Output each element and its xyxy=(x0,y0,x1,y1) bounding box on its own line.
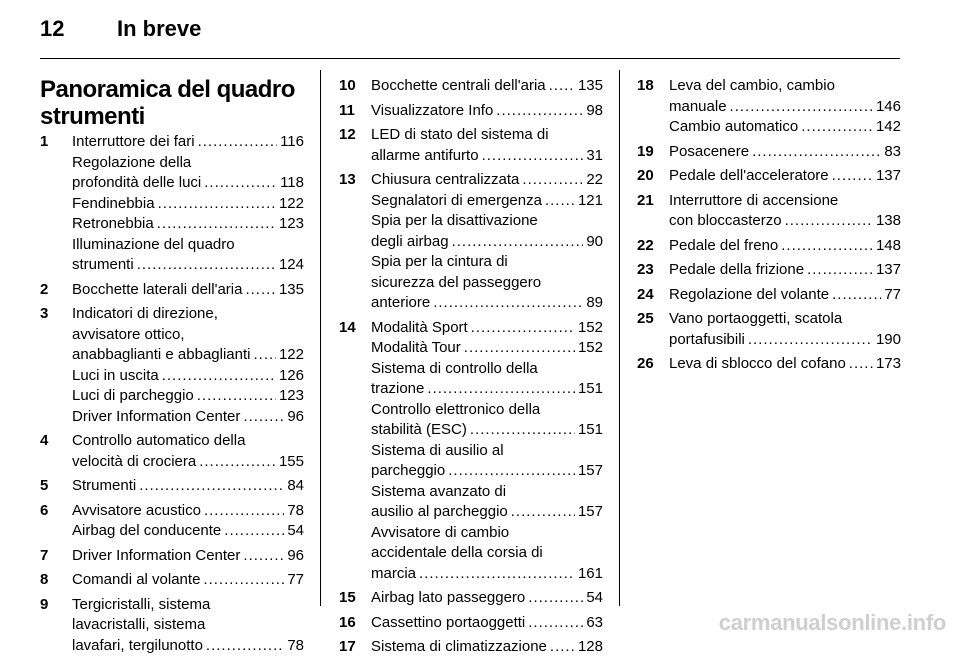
page-reference: 173 xyxy=(875,355,901,372)
leader-dots xyxy=(496,101,583,122)
panel-title-line: Panoramica del quadro xyxy=(40,76,295,103)
entry-number: 3 xyxy=(40,305,49,322)
entry-text: lavafari, tergilunotto xyxy=(72,636,203,654)
leader-dots xyxy=(464,338,575,359)
index-entry xyxy=(339,101,603,122)
entry-number: 11 xyxy=(339,101,355,119)
page-reference: 128 xyxy=(577,638,603,655)
entry-text: Regolazione della xyxy=(72,153,192,171)
leader-dots xyxy=(224,521,284,542)
entry-text: Modalità Sport xyxy=(371,318,468,336)
entry-text: Regolazione del volante xyxy=(669,285,830,303)
leader-dots xyxy=(137,255,276,276)
entry-line xyxy=(371,170,603,191)
entry-text: Sistema di controllo della xyxy=(371,359,538,377)
entry-text: Indicatori di direzione, xyxy=(72,305,218,322)
entry-line xyxy=(371,637,603,658)
index-entry xyxy=(637,309,901,350)
entry-text: Illuminazione del quadro xyxy=(72,235,235,253)
page-number: 12 xyxy=(40,16,65,41)
entry-line xyxy=(72,194,304,215)
leader-dots xyxy=(419,564,575,585)
column-1 xyxy=(40,76,304,660)
index-entry xyxy=(40,476,304,497)
entry-line xyxy=(371,441,603,462)
entry-text: Driver Information Center xyxy=(72,546,241,564)
entry-line xyxy=(669,309,901,330)
entry-text: Spia per la disattivazione xyxy=(371,212,538,229)
header-rule xyxy=(40,58,900,59)
index-entry xyxy=(40,280,304,301)
entry-line xyxy=(669,236,901,257)
entry-text: Chiusura centralizzata xyxy=(371,171,520,188)
page-reference: 152 xyxy=(577,339,603,356)
leader-dots xyxy=(528,588,583,609)
entry-text: Comandi al volante xyxy=(72,571,201,588)
leader-dots xyxy=(549,76,575,97)
entry-text: Bocchette laterali dell'aria xyxy=(72,280,243,298)
leader-dots xyxy=(243,546,284,567)
leader-dots xyxy=(197,386,276,407)
page-reference: 151 xyxy=(577,421,603,438)
entry-number: 9 xyxy=(40,595,49,613)
index-entry xyxy=(339,588,603,609)
entry-line xyxy=(72,386,304,407)
leader-dots xyxy=(243,407,284,428)
leader-dots xyxy=(550,637,575,658)
index-entry xyxy=(339,76,603,97)
leader-dots xyxy=(253,345,275,366)
page-reference: 135 xyxy=(577,77,603,94)
entry-line xyxy=(371,564,603,585)
entry-text: Sistema di ausilio al xyxy=(371,441,504,459)
entry-number: 8 xyxy=(40,571,49,588)
entry-text: Airbag del conducente xyxy=(72,522,222,539)
entry-number: 12 xyxy=(339,126,356,143)
entry-line xyxy=(72,345,304,366)
entry-line xyxy=(371,252,603,273)
leader-dots xyxy=(245,280,276,301)
index-entry xyxy=(637,354,901,375)
entry-line xyxy=(371,523,603,544)
entry-line xyxy=(371,400,603,421)
entry-text: anabbaglianti e abbaglianti xyxy=(72,346,251,363)
page-reference: 137 xyxy=(875,167,901,184)
page-reference: 83 xyxy=(884,142,901,160)
entry-text: Visualizzatore Info xyxy=(371,101,494,119)
entry-text: Interruttore dei fari xyxy=(72,133,195,150)
leader-dots xyxy=(522,170,583,191)
entry-line xyxy=(72,570,304,591)
entry-line xyxy=(669,330,901,351)
entry-number: 26 xyxy=(637,355,654,372)
entry-line xyxy=(72,407,304,428)
entry-line xyxy=(72,476,304,497)
index-entry xyxy=(637,191,901,232)
leader-dots xyxy=(433,293,583,314)
index-entry xyxy=(637,76,901,138)
entry-text: Leva del cambio, cambio xyxy=(669,77,835,94)
index-entry xyxy=(40,570,304,591)
leader-dots xyxy=(832,166,873,187)
entry-line xyxy=(371,420,603,441)
entry-line xyxy=(371,543,603,564)
entry-line xyxy=(371,101,603,122)
leader-dots xyxy=(785,211,873,232)
entry-line xyxy=(371,482,603,503)
entry-line xyxy=(669,142,901,163)
leader-dots xyxy=(849,354,873,375)
entry-number: 22 xyxy=(637,236,654,254)
page-reference: 157 xyxy=(577,503,603,520)
entry-number: 6 xyxy=(40,501,49,519)
index-entry xyxy=(637,285,901,306)
entry-text: Modalità Tour xyxy=(371,339,461,356)
index-entry xyxy=(339,318,603,585)
leader-dots xyxy=(452,232,584,253)
entry-text: Retronebbia xyxy=(72,215,154,232)
entry-text: Spia per la cintura di xyxy=(371,253,508,270)
entry-text: Pedale della frizione xyxy=(669,261,805,278)
entry-text: strumenti xyxy=(72,256,134,273)
page-reference: 78 xyxy=(287,636,304,654)
entry-text: Cambio automatico xyxy=(669,118,799,135)
index-entry xyxy=(637,236,901,257)
entry-line xyxy=(371,232,603,253)
entry-text: sicurezza del passeggero xyxy=(371,273,542,291)
entry-number: 19 xyxy=(637,142,654,160)
leader-dots xyxy=(482,146,584,167)
entry-line xyxy=(72,235,304,256)
leader-dots xyxy=(204,501,284,522)
page-reference: 151 xyxy=(577,380,603,397)
index-entry xyxy=(339,170,603,314)
entry-text: Pedale dell'acceleratore xyxy=(669,167,829,184)
entry-line xyxy=(669,354,901,375)
entry-line xyxy=(371,211,603,232)
page-reference: 152 xyxy=(577,318,603,336)
entry-line xyxy=(72,280,304,301)
entry-line xyxy=(72,431,304,452)
section-title: In breve xyxy=(117,16,202,41)
page-reference: 54 xyxy=(287,522,304,539)
entry-text: Posacenere xyxy=(669,142,750,160)
entry-list xyxy=(40,132,304,656)
page-reference: 22 xyxy=(586,171,603,188)
entry-text: Airbag lato passeggero xyxy=(371,589,526,606)
entry-text: Sistema di climatizzazione xyxy=(371,638,547,655)
index-entry xyxy=(40,546,304,567)
entry-text: accidentale della corsia di xyxy=(371,544,543,561)
page-reference: 118 xyxy=(280,174,304,191)
page-reference: 77 xyxy=(287,571,304,588)
index-entry xyxy=(339,125,603,166)
entry-text: Tergicristalli, sistema xyxy=(72,595,211,613)
entry-number: 18 xyxy=(637,77,654,94)
entry-text: Strumenti xyxy=(72,477,137,494)
entry-number: 5 xyxy=(40,477,49,494)
entry-line xyxy=(669,191,901,212)
page-reference: 98 xyxy=(586,101,603,119)
entry-text: Controllo automatico della xyxy=(72,432,246,449)
leader-dots xyxy=(748,330,873,351)
page-reference: 142 xyxy=(875,118,901,135)
page-reference: 124 xyxy=(278,256,304,273)
entry-line xyxy=(371,461,603,482)
page-reference: 116 xyxy=(280,133,304,150)
page-reference: 123 xyxy=(278,387,304,404)
leader-dots xyxy=(545,191,575,212)
entry-text: portafusibili xyxy=(669,330,745,348)
entry-number: 13 xyxy=(339,171,356,188)
entry-line xyxy=(669,76,901,97)
entry-list xyxy=(637,76,901,375)
page-reference: 96 xyxy=(287,546,304,564)
entry-line xyxy=(669,260,901,281)
entry-line xyxy=(72,615,304,636)
entry-text: Fendinebbia xyxy=(72,194,155,212)
entry-text: manuale xyxy=(669,97,727,115)
entry-text: marcia xyxy=(371,564,417,582)
page-reference: 137 xyxy=(875,261,901,278)
page-reference: 122 xyxy=(278,194,304,212)
entry-line xyxy=(371,191,603,212)
leader-dots xyxy=(832,285,881,306)
entry-text: anteriore xyxy=(371,294,431,311)
entry-number: 25 xyxy=(637,310,654,327)
entry-text: LED di stato del sistema di xyxy=(371,126,549,143)
entry-line xyxy=(669,211,901,232)
page-reference: 31 xyxy=(586,146,603,164)
entry-number: 10 xyxy=(339,77,356,94)
entry-number: 17 xyxy=(339,638,356,655)
index-entry xyxy=(40,304,304,427)
entry-text: Cassettino portaoggetti xyxy=(371,613,526,631)
entry-text: avvisatore ottico, xyxy=(72,325,185,343)
entry-number: 24 xyxy=(637,285,654,303)
page-reference: 89 xyxy=(586,294,603,311)
leader-dots xyxy=(781,236,873,257)
page-reference: 78 xyxy=(287,501,304,519)
entry-number: 2 xyxy=(40,280,49,298)
index-entry xyxy=(339,637,603,658)
leader-dots xyxy=(730,97,873,118)
page-reference: 123 xyxy=(278,215,304,232)
leader-dots xyxy=(471,318,575,339)
entry-line xyxy=(371,76,603,97)
entry-line xyxy=(371,318,603,339)
leader-dots xyxy=(448,461,575,482)
entry-line xyxy=(669,166,901,187)
entry-line xyxy=(72,255,304,276)
entry-line xyxy=(72,132,304,153)
entry-text: trazione xyxy=(371,380,425,397)
entry-text: ausilio al parcheggio xyxy=(371,503,508,520)
entry-text: Luci in uscita xyxy=(72,366,159,384)
entry-line xyxy=(72,546,304,567)
leader-dots xyxy=(752,142,881,163)
index-entry xyxy=(40,431,304,472)
entry-text: lavacristalli, sistema xyxy=(72,616,206,633)
entry-line xyxy=(371,338,603,359)
watermark: carmanualsonline.info xyxy=(718,610,946,635)
entry-line xyxy=(72,501,304,522)
index-entry xyxy=(339,613,603,634)
entry-text: degli airbag xyxy=(371,232,449,250)
entry-line xyxy=(72,452,304,473)
page-reference: 148 xyxy=(875,236,901,254)
entry-line xyxy=(72,214,304,235)
column-divider xyxy=(619,70,620,606)
leader-dots xyxy=(162,366,276,387)
entry-line xyxy=(72,173,304,194)
leader-dots xyxy=(511,502,575,523)
entry-text: Interruttore di accensione xyxy=(669,191,839,209)
entry-line xyxy=(371,588,603,609)
page-reference: 121 xyxy=(577,191,603,209)
entry-line xyxy=(72,636,304,657)
entry-line xyxy=(72,304,304,325)
entry-text: Bocchette centrali dell'aria xyxy=(371,77,546,94)
leader-dots xyxy=(206,636,284,657)
index-entry xyxy=(637,166,901,187)
entry-line xyxy=(72,366,304,387)
entry-text: Pedale del freno xyxy=(669,236,779,254)
entry-line xyxy=(72,325,304,346)
column-2 xyxy=(339,76,603,662)
leader-dots xyxy=(203,570,284,591)
index-entry xyxy=(40,132,304,276)
entry-line xyxy=(72,521,304,542)
entry-line xyxy=(371,613,603,634)
entry-number: 21 xyxy=(637,191,654,209)
entry-line xyxy=(371,379,603,400)
entry-line xyxy=(669,97,901,118)
page-reference: 63 xyxy=(586,613,603,631)
page-reference: 84 xyxy=(287,477,304,494)
panel-title-line: strumenti xyxy=(40,103,145,130)
page-reference: 157 xyxy=(577,462,603,479)
panel-title xyxy=(40,76,304,130)
leader-dots xyxy=(807,260,873,281)
entry-number: 15 xyxy=(339,589,356,606)
entry-number: 16 xyxy=(339,613,356,631)
entry-text: Controllo elettronico della xyxy=(371,400,541,418)
entry-line xyxy=(371,125,603,146)
page-reference: 96 xyxy=(287,407,304,425)
page-reference: 161 xyxy=(577,564,603,582)
page-reference: 77 xyxy=(884,285,901,303)
column-3 xyxy=(637,76,901,379)
entry-text: velocità di crociera xyxy=(72,452,197,470)
leader-dots xyxy=(158,194,276,215)
leader-dots xyxy=(199,452,276,473)
leader-dots xyxy=(198,132,278,153)
entry-number: 20 xyxy=(637,167,654,184)
entry-line xyxy=(669,117,901,138)
entry-text: Avvisatore acustico xyxy=(72,501,201,519)
entry-line xyxy=(371,359,603,380)
entry-text: allarme antifurto xyxy=(371,146,479,164)
entry-text: Luci di parcheggio xyxy=(72,387,194,404)
entry-line xyxy=(72,595,304,616)
page-reference: 122 xyxy=(278,346,304,363)
leader-dots xyxy=(204,173,277,194)
entry-text: Segnalatori di emergenza xyxy=(371,191,542,209)
index-entry xyxy=(40,501,304,542)
entry-line xyxy=(371,293,603,314)
entry-text: Avvisatore di cambio xyxy=(371,523,510,541)
page-reference: 126 xyxy=(278,366,304,384)
index-entry xyxy=(637,260,901,281)
entry-text: con bloccasterzo xyxy=(669,212,782,229)
entry-number: 14 xyxy=(339,318,356,336)
entry-line xyxy=(371,273,603,294)
page-reference: 190 xyxy=(875,330,901,348)
entry-text: Leva di sblocco del cofano xyxy=(669,355,846,372)
entry-text: parcheggio xyxy=(371,462,446,479)
page-reference: 90 xyxy=(586,232,603,250)
index-entry xyxy=(637,142,901,163)
page-header xyxy=(0,0,960,62)
entry-text: Vano portaoggetti, scatola xyxy=(669,310,843,327)
entry-text: profondità delle luci xyxy=(72,174,202,191)
entry-number: 4 xyxy=(40,432,49,449)
page-reference: 138 xyxy=(875,212,901,229)
leader-dots xyxy=(801,117,873,138)
entry-line xyxy=(371,146,603,167)
leader-dots xyxy=(470,420,575,441)
entry-number: 1 xyxy=(40,133,49,150)
entry-number: 23 xyxy=(637,261,654,278)
index-entry xyxy=(40,595,304,657)
leader-dots xyxy=(157,214,276,235)
entry-line xyxy=(371,502,603,523)
entry-text: stabilità (ESC) xyxy=(371,421,467,438)
page-reference: 54 xyxy=(586,589,603,606)
page-reference: 135 xyxy=(278,280,304,298)
page-reference: 146 xyxy=(875,97,901,115)
entry-text: Sistema avanzato di xyxy=(371,482,507,500)
entry-text: Driver Information Center xyxy=(72,407,241,425)
entry-number: 7 xyxy=(40,546,49,564)
leader-dots xyxy=(528,613,583,634)
entry-list xyxy=(339,76,603,658)
entry-line xyxy=(669,285,901,306)
leader-dots xyxy=(139,476,284,497)
column-divider xyxy=(320,70,321,606)
page-reference: 155 xyxy=(278,452,304,470)
entry-line xyxy=(72,153,304,174)
leader-dots xyxy=(427,379,575,400)
